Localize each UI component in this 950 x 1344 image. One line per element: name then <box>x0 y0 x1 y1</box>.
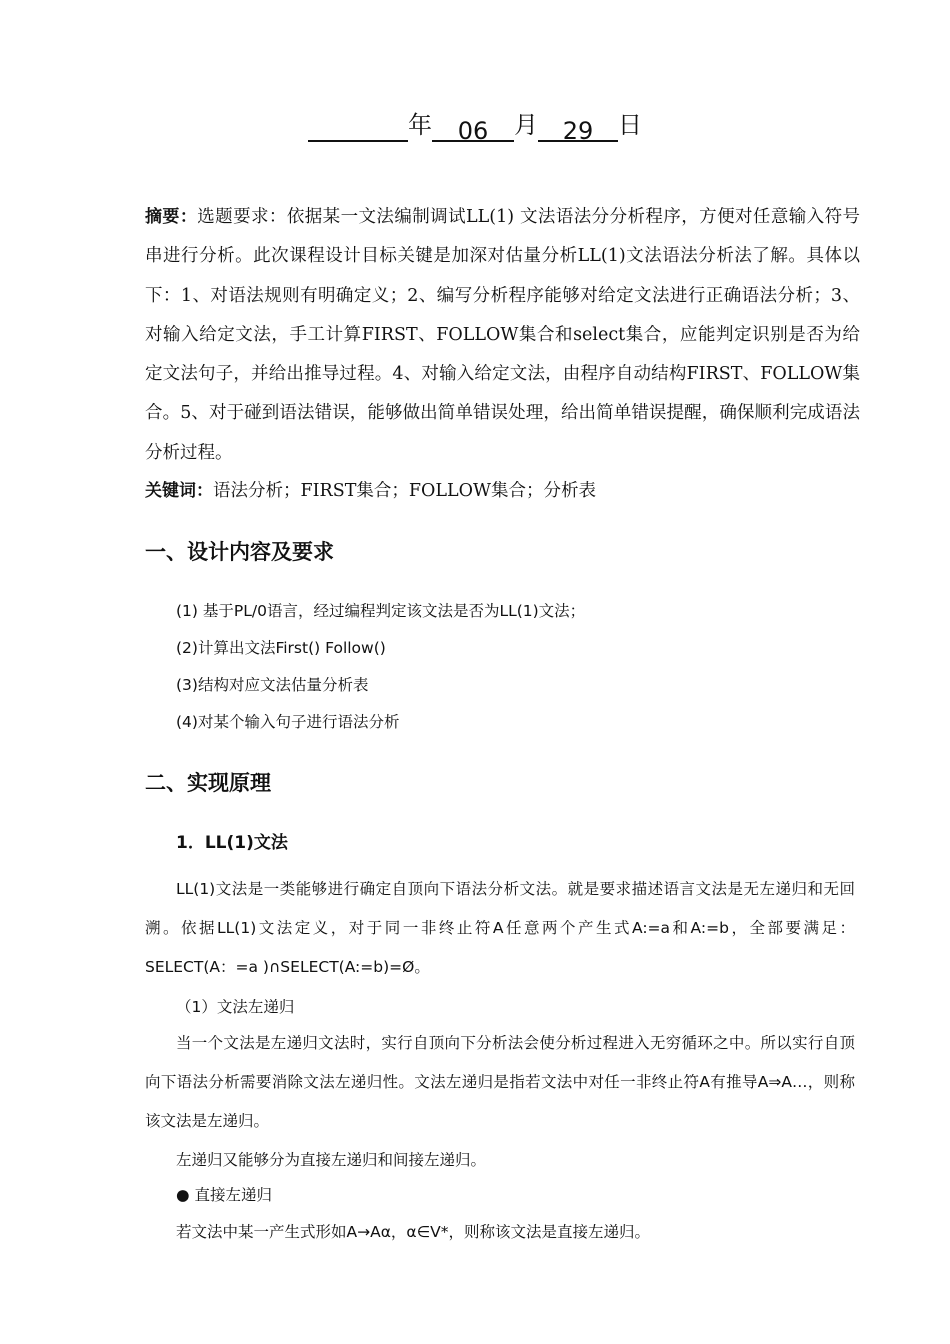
keywords-line <box>145 472 860 511</box>
keywords-text: 语法分析；FIRST集合；FOLLOW集合；分析表 <box>213 481 596 501</box>
year-label: 年 <box>408 111 432 139</box>
abstract-paragraph <box>145 198 860 473</box>
keywords-label: 关键词： <box>145 481 213 501</box>
month-label: 月 <box>514 111 538 139</box>
abstract-label: 摘要： <box>145 207 198 227</box>
subsection-ll1-heading: 1．LL(1)文法 <box>176 833 288 853</box>
day-value: 29 <box>538 114 618 142</box>
direct-recursion-bullet: ● 直接左递归 <box>176 1186 272 1204</box>
recursion-types-line: 左递归又能够分为直接左递归和间接左递归。 <box>176 1151 487 1169</box>
section1-item-3: (3)结构对应文法估量分析表 <box>176 676 369 694</box>
section1-heading: 一、设计内容及要求 <box>145 540 334 564</box>
left-recursion-paragraph: 当一个文法是左递归文法时，实行自顶向下分析法会使分析过程进入无穷循环之中。所以实行自顶向下语法分析需要消除文法左递归性。文法左递归是指若文法中对任一非终止符A有推导A⇒A…，则称该文法是左递归。 <box>145 1034 855 1130</box>
date-line <box>0 108 950 145</box>
abstract-text: 选题要求：依据某一文法编制调试LL(1) 文法语法分分析程序，方便对任意输入符号串进行分析。此次课程设计目标关键是加深对估量分析LL(1)文法语法分析法了解。具体以下：1、对语法规则有明确定义；2、编写分析程序能够对给定文法进行正确语法分析；3、对输入给定文法，手工计算FIRST、FOLLOW集合和select集合，应能判定识别是否为给定文法句子，并给出推导过程。4、对输入给定文法，由程序自动结构FIRST、FOLLOW集合。5、对于碰到语法错误，能够做出简单错误处理，给出简单错误提醒，确保顺利完成语法分析过程。 <box>145 207 860 463</box>
month-value: 06 <box>432 114 514 142</box>
ll1-definition-paragraph: LL(1)文法是一类能够进行确定自顶向下语法分析文法。就是要求描述语言文法是无左递归和无回溯。依据LL(1)文法定义，对于同一非终止符A任意两个产生式A:=a和A:=b，全部要满足：SELECT(A：=a )∩SELECT(A:=b)=Ø。 <box>145 880 855 976</box>
year-blank <box>308 114 408 142</box>
section2-heading: 二、实现原理 <box>145 771 271 795</box>
section1-item-1: (1) 基于PL/0语言，经过编程判定该文法是否为LL(1)文法； <box>176 602 586 620</box>
left-recursion-item: （1）文法左递归 <box>176 998 295 1016</box>
section1-item-2: (2)计算出文法First() Follow() <box>176 639 386 657</box>
direct-recursion-definition: 若文法中某一产生式形如A→Aα，α∈V*，则称该文法是直接左递归。 <box>176 1223 650 1241</box>
day-label: 日 <box>618 111 642 139</box>
section1-item-4: (4)对某个输入句子进行语法分析 <box>176 713 400 731</box>
